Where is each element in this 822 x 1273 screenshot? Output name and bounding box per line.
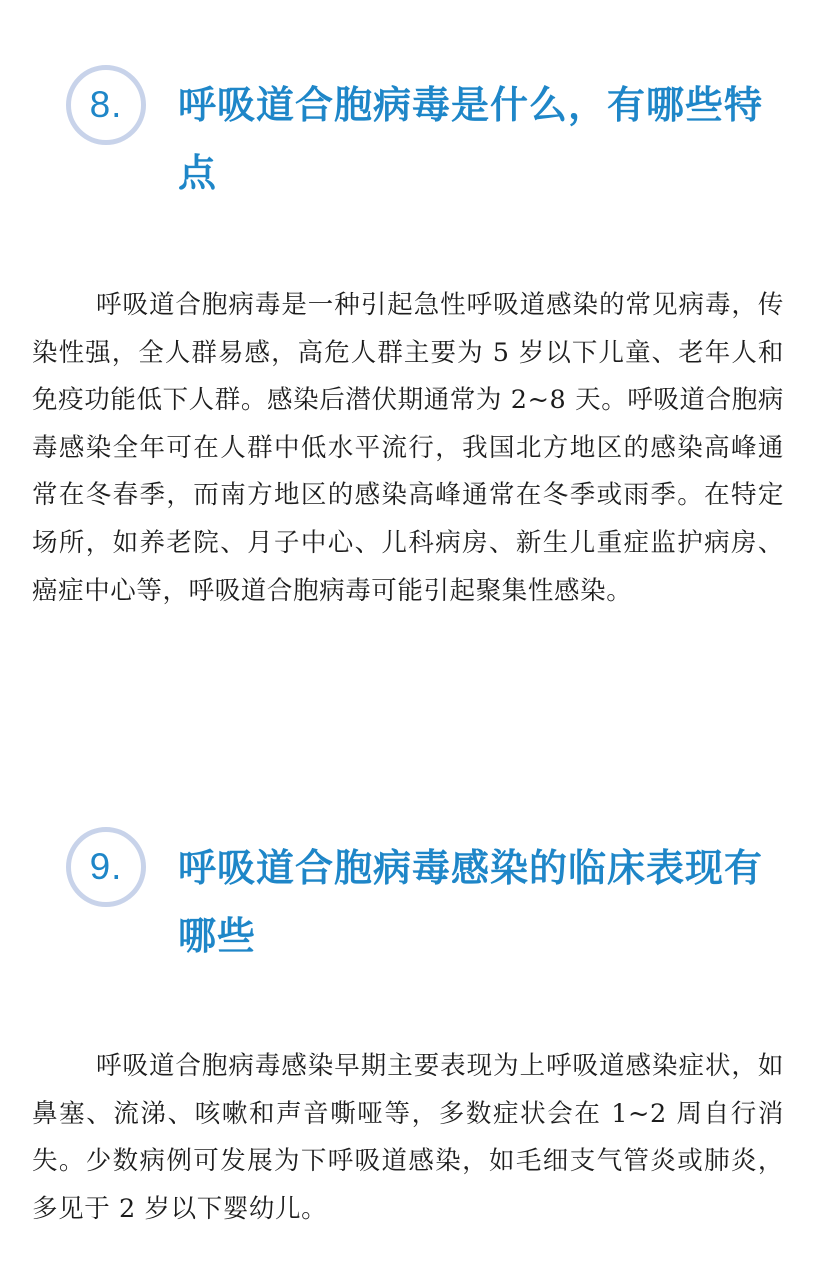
section-heading: 呼吸道合胞病毒是什么，有哪些特点	[178, 83, 764, 195]
section-number: 8.	[89, 84, 123, 125]
section-paragraph: 呼吸道合胞病毒是一种引起急性呼吸道感染的常见病毒，传染性强，全人群易感，高危人群主要为 5 岁以下儿童、老年人和免疫功能低下人群。感染后潜伏期通常为 2~8 天。呼吸道合胞病毒感染全年可在人群中低水平流行，我国北方地区的感染高峰通常在冬春季，而南方地区的感染高峰通常在冬季或雨季。在特定场所，如养老院、月子中心、儿科病房、新生儿重症监护病房、癌症中心等，呼吸道合胞病毒可能引起聚集性感染。	[32, 290, 784, 606]
section-paragraph: 呼吸道合胞病毒感染早期主要表现为上呼吸道感染症状，如鼻塞、流涕、咳嗽和声音嘶哑等，多数症状会在 1~2 周自行消失。少数病例可发展为下呼吸道感染，如毛细支气管炎或肺炎，多见于 2 岁以下婴幼儿。	[32, 1051, 784, 1224]
section-number-badge	[66, 827, 146, 907]
section-number-badge	[66, 65, 146, 145]
section-number: 9.	[89, 846, 123, 887]
section-heading: 呼吸道合胞病毒感染的临床表现有哪些	[178, 846, 764, 958]
